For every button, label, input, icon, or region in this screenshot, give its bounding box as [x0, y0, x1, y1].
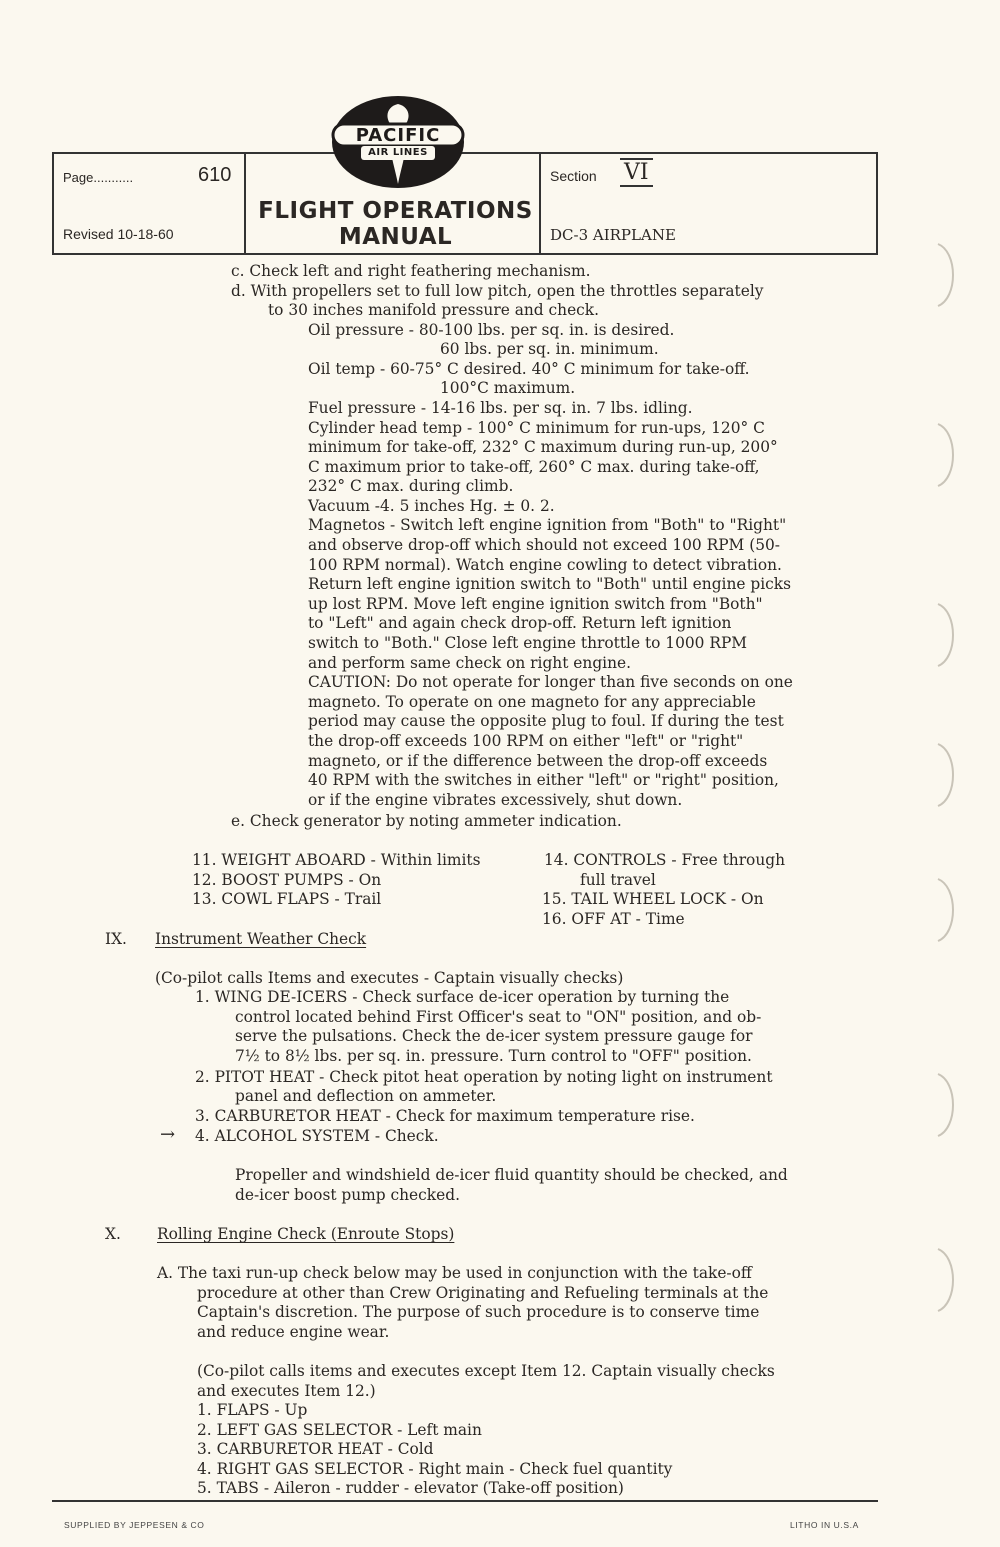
airplane-model: DC-3 AIRPLANE [550, 226, 676, 244]
body-line: Return left engine ignition switch to "Both" until engine picks [308, 575, 791, 593]
body-line: de-icer boost pump checked. [235, 1186, 460, 1204]
footer-litho: LITHO IN U.S.A [790, 1520, 859, 1530]
body-line: 232° C max. during climb. [308, 477, 514, 495]
body-line: Instrument Weather Check [155, 930, 367, 948]
body-line: 14. CONTROLS - Free through [544, 851, 785, 869]
binder-hole-icon [932, 1070, 962, 1140]
manual-title-line2: MANUAL [338, 224, 453, 250]
body-line: X. [105, 1225, 121, 1243]
revised-date: Revised 10-18-60 [63, 226, 174, 242]
body-line: 1. FLAPS - Up [197, 1401, 308, 1419]
binder-hole-icon [932, 600, 962, 670]
header-divider-left [244, 154, 246, 254]
body-line: 11. WEIGHT ABOARD - Within limits [192, 851, 481, 869]
logo-text-main: PACIFIC [355, 125, 441, 146]
manual-title-line1: FLIGHT OPERATIONS [258, 198, 533, 224]
body-line: Cylinder head temp - 100° C minimum for run-ups, 120° C [308, 419, 765, 437]
body-line: IX. [105, 930, 127, 948]
body-line: Oil pressure - 80-100 lbs. per sq. in. is desired. [308, 321, 675, 339]
header-divider-right [539, 154, 541, 254]
body-line: and perform same check on right engine. [308, 654, 632, 672]
body-line: Vacuum -4. 5 inches Hg. ± 0. 2. [308, 497, 555, 515]
body-line: 4. ALCOHOL SYSTEM - Check. [195, 1127, 439, 1145]
body-line: magneto, or if the difference between the drop-off exceeds [308, 752, 768, 770]
body-line: up lost RPM. Move left engine ignition switch from "Both" [308, 595, 763, 613]
body-line: control located behind First Officer's seat to "ON" position, and ob- [235, 1008, 762, 1026]
section-value: VI [620, 160, 653, 185]
body-line: switch to "Both." Close left engine throttle to 1000 RPM [308, 634, 748, 652]
body-line: 2. PITOT HEAT - Check pitot heat operation by noting light on instrument [195, 1068, 773, 1086]
body-line: minimum for take-off, 232° C maximum during run-up, 200° [308, 438, 778, 456]
body-line: or if the engine vibrates excessively, shut down. [308, 791, 683, 809]
body-line: the drop-off exceeds 100 RPM on either "left" or "right" [308, 732, 744, 750]
body-line: d. With propellers set to full low pitch, open the throttles separately [231, 282, 764, 300]
binder-hole-icon [932, 1245, 962, 1315]
body-line: c. Check left and right feathering mechanism. [231, 262, 591, 280]
body-line: 4. RIGHT GAS SELECTOR - Right main - Check fuel quantity [197, 1460, 673, 1478]
body-line: (Co-pilot calls Items and executes - Captain visually checks) [155, 969, 624, 987]
body-line: 60 lbs. per sq. in. minimum. [440, 340, 659, 358]
section-label: Section [550, 168, 597, 184]
body-line: C maximum prior to take-off, 260° C max. during take-off, [308, 458, 760, 476]
arrow-mark-icon: → [160, 1124, 176, 1145]
footer-supplier: SUPPLIED BY JEPPESEN & CO [64, 1520, 205, 1530]
page-label: Page........... [63, 170, 134, 185]
binder-hole-icon [932, 740, 962, 810]
body-line: e. Check generator by noting ammeter indication. [231, 812, 622, 830]
body-line: 100°C maximum. [440, 379, 576, 397]
body-line: 12. BOOST PUMPS - On [192, 871, 382, 889]
body-line: panel and deflection on ammeter. [235, 1087, 497, 1105]
body-line: and executes Item 12.) [197, 1382, 376, 1400]
body-line: 100 RPM normal). Watch engine cowling to detect vibration. [308, 556, 782, 574]
body-line: CAUTION: Do not operate for longer than five seconds on one [308, 673, 793, 691]
body-line: Oil temp - 60-75° C desired. 40° C minimum for take-off. [308, 360, 750, 378]
body-line: 40 RPM with the switches in either "left" or "right" position, [308, 771, 779, 789]
binder-hole-icon [932, 420, 962, 490]
body-line: 3. CARBURETOR HEAT - Check for maximum temperature rise. [195, 1107, 695, 1125]
body-line: full travel [580, 871, 656, 889]
body-line: Propeller and windshield de-icer fluid quantity should be checked, and [235, 1166, 788, 1184]
pacific-air-lines-logo [329, 92, 467, 192]
body-line: A. The taxi run-up check below may be used in conjunction with the take-off [157, 1264, 752, 1282]
body-line: 3. CARBURETOR HEAT - Cold [197, 1440, 434, 1458]
body-line: Captain's discretion. The purpose of such procedure is to conserve time [197, 1303, 760, 1321]
body-line: Magnetos - Switch left engine ignition from "Both" to "Right" [308, 516, 787, 534]
body-line: 5. TABS - Aileron - rudder - elevator (Take-off position) [197, 1479, 624, 1497]
body-line: 13. COWL FLAPS - Trail [192, 890, 382, 908]
body-line: 1. WING DE-ICERS - Check surface de-icer operation by turning the [195, 988, 730, 1006]
page-number: 610 [198, 164, 232, 186]
body-line: to "Left" and again check drop-off. Return left ignition [308, 614, 732, 632]
body-line: to 30 inches manifold pressure and check. [268, 301, 600, 319]
body-line: and reduce engine wear. [197, 1323, 390, 1341]
binder-hole-icon [932, 875, 962, 945]
body-line: Rolling Engine Check (Enroute Stops) [157, 1225, 455, 1243]
binder-hole-icon [932, 240, 962, 310]
body-line: serve the pulsations. Check the de-icer system pressure gauge for [235, 1027, 753, 1045]
body-line: 16. OFF AT - Time [542, 910, 685, 928]
body-line: and observe drop-off which should not exceed 100 RPM (50- [308, 536, 780, 554]
body-line: 2. LEFT GAS SELECTOR - Left main [197, 1421, 482, 1439]
body-line: 15. TAIL WHEEL LOCK - On [542, 890, 764, 908]
body-line: procedure at other than Crew Originating and Refueling terminals at the [197, 1284, 769, 1302]
body-line: magneto. To operate on one magneto for any appreciable [308, 693, 756, 711]
body-line: 7½ to 8½ lbs. per sq. in. pressure. Turn control to "OFF" position. [235, 1047, 752, 1065]
body-line: period may cause the opposite plug to foul. If during the test [308, 712, 784, 730]
bottom-rule [52, 1500, 878, 1502]
logo-text-sub: AIR LINES [368, 147, 428, 158]
body-line: Fuel pressure - 14-16 lbs. per sq. in. 7 lbs. idling. [308, 399, 693, 417]
body-line: (Co-pilot calls items and executes except Item 12. Captain visually checks [197, 1362, 775, 1380]
